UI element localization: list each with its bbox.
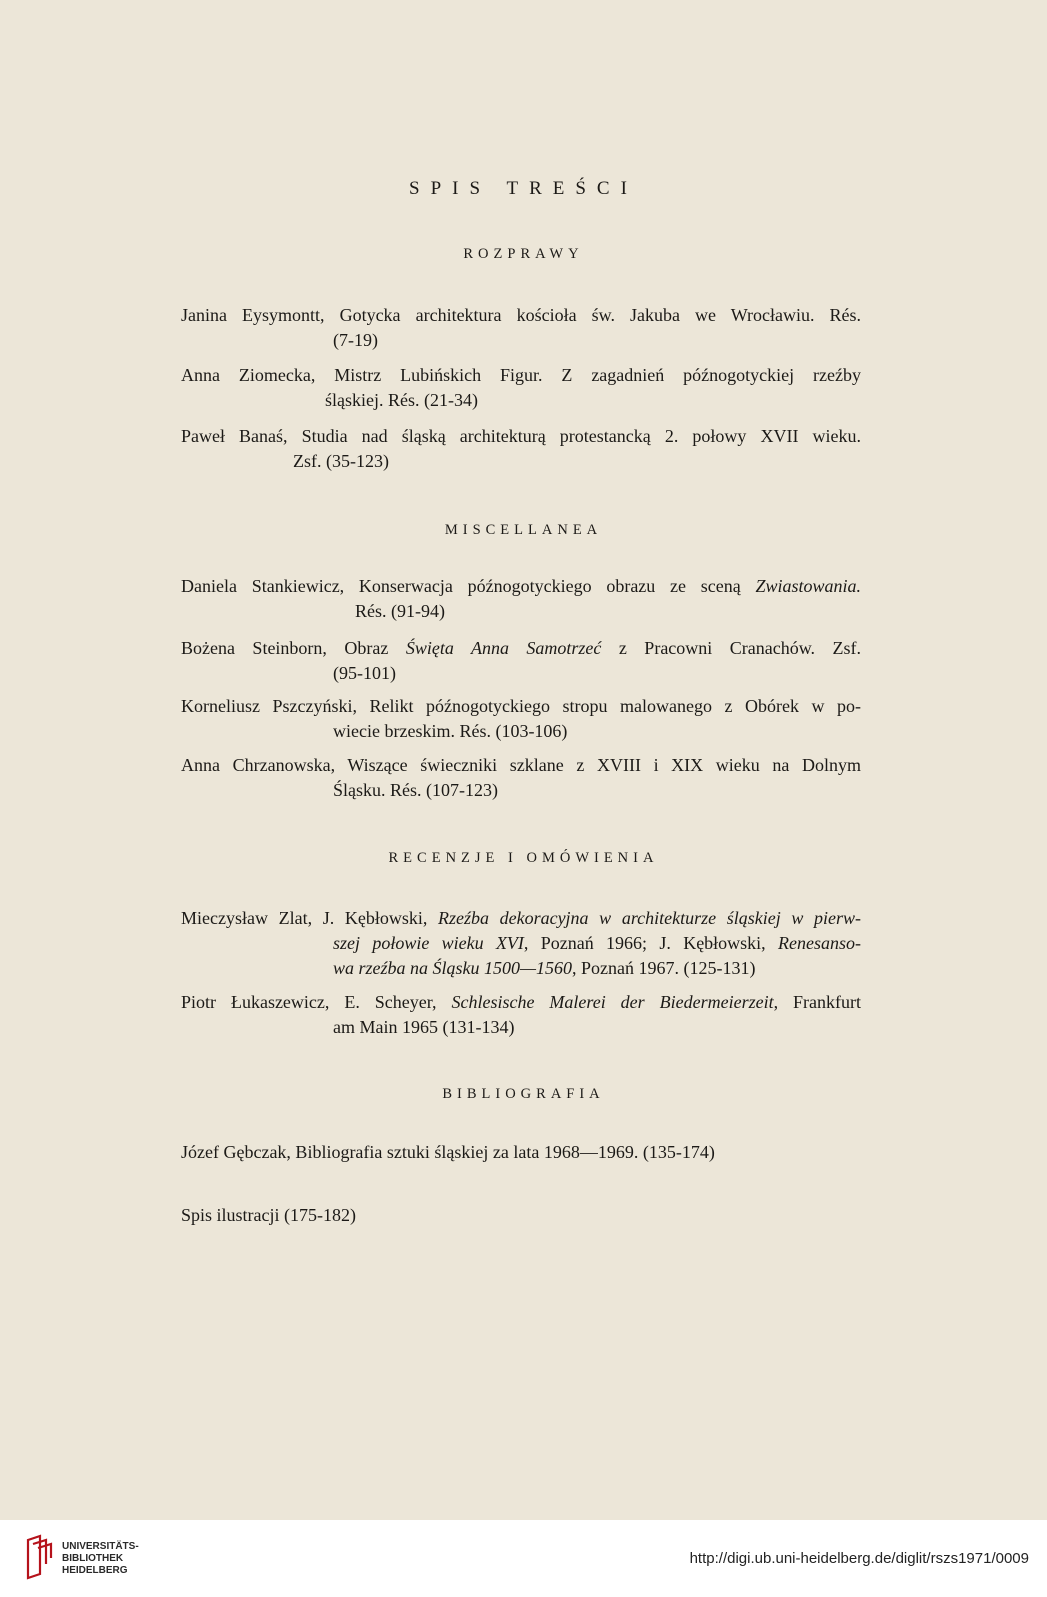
toc-entry: [181, 990, 861, 1040]
toc-entry: [181, 1140, 861, 1165]
toc-entry: [181, 574, 861, 624]
toc-entry: [181, 424, 861, 474]
entry-line: Mieczysław Zlat, J. Kębłowski, Rzeźba dekoracyjna w architekturze śląskiej w pierw-: [181, 908, 861, 928]
footer-bar: [0, 1520, 1047, 1597]
toc-entry: [181, 906, 861, 981]
toc-entry: [181, 1203, 861, 1228]
toc-entry: [181, 753, 861, 803]
entry-line: am Main 1965 (131-134): [333, 1017, 515, 1037]
toc-entry: [181, 694, 861, 744]
entry-line: Zsf. (35-123): [293, 451, 389, 471]
source-url[interactable]: http://digi.ub.uni-heidelberg.de/diglit/rszs1971/0009: [689, 1550, 1029, 1567]
entry-line: Bożena Steinborn, Obraz Święta Anna Samotrzeć z Pracowni Cranachów. Zsf.: [181, 638, 862, 658]
library-name: [62, 1541, 139, 1577]
entry-line: szej połowie wieku XVI, Poznań 1966; J. Kębłowski, Renesanso-: [333, 933, 861, 953]
library-name-line: BIBLIOTHEK: [62, 1553, 124, 1564]
toc-entry: [181, 636, 861, 686]
entry-line: Józef Gębczak, Bibliografia sztuki śląskiej za lata 1968—1969. (135-174): [181, 1142, 715, 1162]
page-title: SPIS TREŚCI: [409, 178, 638, 199]
library-name-line: UNIVERSITÄTS-: [62, 1541, 139, 1552]
section-heading-bibliografia: BIBLIOGRAFIA: [442, 1086, 605, 1102]
entry-line: Piotr Łukaszewicz, E. Scheyer, Schlesische Malerei der Biedermeierzeit, Frankfurt: [181, 992, 862, 1012]
library-name-line: HEIDELBERG: [62, 1565, 128, 1576]
toc-entry: [181, 303, 861, 353]
entry-line: Spis ilustracji (175-182): [181, 1205, 356, 1225]
entry-line: Korneliusz Pszczyński, Relikt późnogotyckiego stropu malowanego z Obórek w po-: [181, 696, 861, 716]
section-heading-rozprawy: ROZPRAWY: [463, 246, 584, 262]
entry-line: (7-19): [333, 330, 378, 350]
section-heading-recenzje: RECENZJE I OMÓWIENIA: [388, 850, 659, 866]
entry-line: Paweł Banaś, Studia nad śląską architekturą protestancką 2. połowy XVII wieku.: [181, 426, 861, 446]
entry-line: śląskiej. Rés. (21-34): [325, 390, 478, 410]
toc-entry: [181, 363, 861, 413]
entry-line: Daniela Stankiewicz, Konserwacja późnogotyckiego obrazu ze sceną Zwiastowania.: [181, 576, 861, 596]
entry-line: Janina Eysymontt, Gotycka architektura kościoła św. Jakuba we Wrocławiu. Rés.: [181, 305, 861, 325]
entry-line: Śląsku. Rés. (107-123): [333, 780, 498, 800]
entry-line: Anna Chrzanowska, Wiszące świeczniki szklane z XVIII i XIX wieku na Dolnym: [181, 755, 861, 775]
entry-line: (95-101): [333, 663, 396, 683]
entry-line: wa rzeźba na Śląsku 1500—1560, Poznań 1967. (125-131): [333, 958, 756, 978]
section-heading-miscellanea: MISCELLANEA: [444, 522, 603, 538]
entry-line: wiecie brzeskim. Rés. (103-106): [333, 721, 568, 741]
entry-line: Rés. (91-94): [355, 601, 445, 621]
entry-line: Anna Ziomecka, Mistrz Lubińskich Figur. Z zagadnień późnogotyckiej rzeźby: [181, 365, 861, 385]
library-logo-icon: [24, 1534, 54, 1580]
